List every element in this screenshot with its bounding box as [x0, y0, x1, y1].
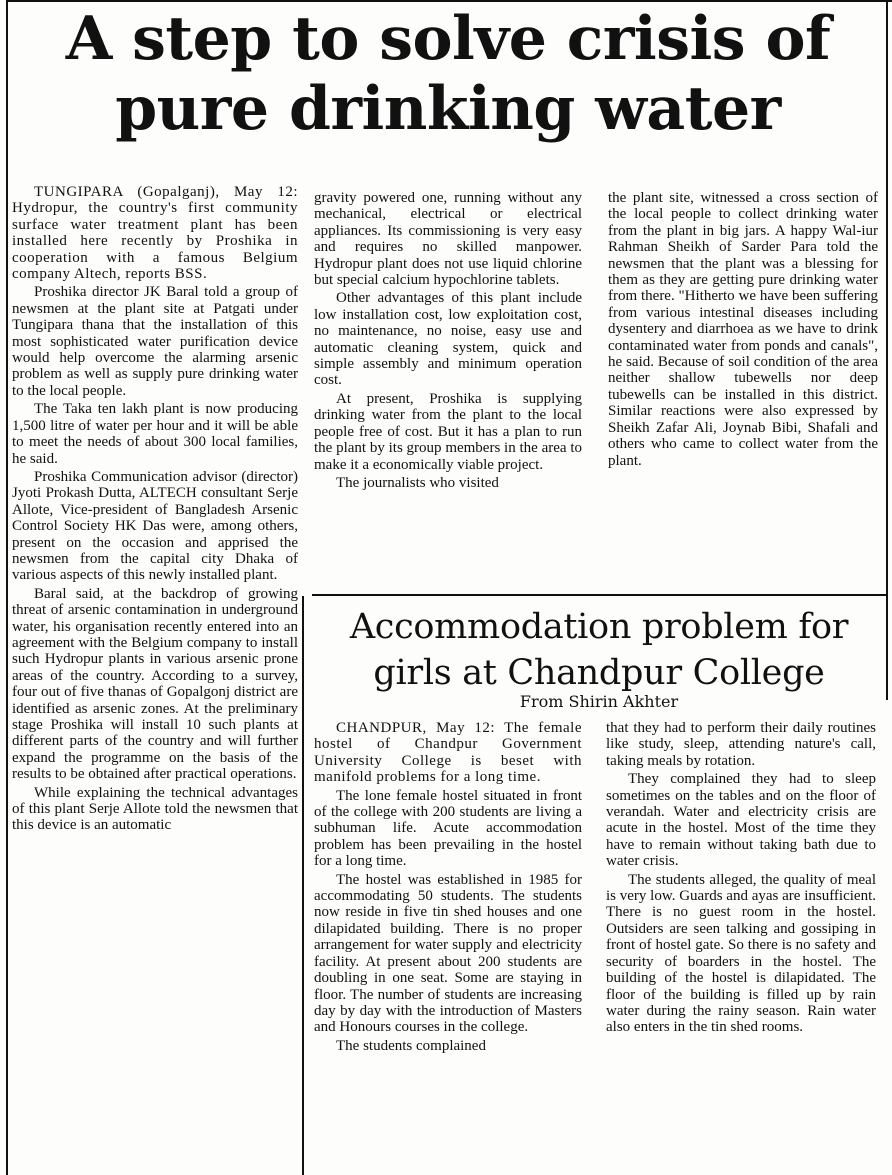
article2-column-1: [314, 720, 582, 1170]
article-headline: A step to solve crisis of pure drinking water: [65, 4, 831, 144]
paragraph: The students complained: [336, 1037, 486, 1054]
article-headline-2: Accommodation problem for girls at Chandpur College: [349, 607, 849, 693]
paragraph: TUNGIPARA (Gopalganj), May 12: Hydropur, the country's first community surface water treatment plant has been installed here recently by Proshika in cooperation with a famous Belgium company Altech, reports BSS.: [12, 184, 298, 283]
paragraph: that they had to perform their daily routines like study, sleep, attending nature's call, taking meals by rotation.: [606, 720, 876, 769]
column-divider: [302, 596, 304, 1175]
paragraph: Proshika director JK Baral told a group of newsmen at the plant site at Patgati under Tungipara thana that the installation of this most sophisticated water purification device would help overcome the alarming arsenic problem as well as supply pure drinking water to the local people.: [12, 284, 298, 399]
paragraph: At present, Proshika is supplying drinking water from the plant to the local people free of cost. But it has a plan to run the plant by its group members in the area to make it a economically viable project.: [314, 390, 582, 473]
section-divider: [312, 594, 888, 596]
paragraph: Other advantages of this plant include low installation cost, low exploitation cost, no maintenance, no noise, easy use and automatic cleaning system, quick and simple assembly and minimum operation cost.: [314, 290, 582, 389]
article2-column-2: [606, 720, 876, 1170]
paragraph: CHANDPUR, May 12: The female hostel of Chandpur Government University College is beset with manifold problems for a long time.: [314, 720, 582, 786]
article-column-3: [608, 190, 878, 580]
paragraph: The students alleged, the quality of meal is very low. Guards and ayas are insufficient. There is no guest room in the hostel. Outsiders are seen talking and gossiping in front of hostel gate. So there is no safety and security of boarders in the hostel. The building of the hostel is dilapidated. The floor of the building is filled up by rain water during the rainy season. Rain water also enters in the tin shed rooms.: [606, 871, 876, 1036]
paragraph: Baral said, at the backdrop of growing threat of arsenic contamination in underground water, his organisation recently entered into an agreement with the Belgium company to install such Hydropur plants in various arsenic prone areas of the country. According to a survey, four out of five thanas of Gopalgonj district are identified as arsenic zones. At the preliminary stage Proshika will install 10 such plants at different parts of the country and will further expand the programme on the basis of the results to be obtained after practical operations.: [12, 585, 298, 783]
paragraph: They complained they had to sleep sometimes on the tables and on the floor of verandah. Water and electricity crisis are acute in the hostel. Most of the time they have to remain without taking bath due to water crisis.: [606, 771, 876, 870]
article-column-2: [314, 190, 582, 580]
paragraph: The journalists who visited: [336, 474, 499, 491]
border-left: [6, 0, 8, 1175]
paragraph: The Taka ten lakh plant is now producing 1,500 litre of water per hour and it will be able to meet the needs of about 300 local families, he said.: [12, 401, 298, 467]
byline: From Shirin Akhter: [519, 692, 679, 711]
border-top: [6, 0, 892, 2]
paragraph: gravity powered one, running without any mechanical, electrical or electrical appliances. Its commissioning is very easy and requires no skilled manpower. Hydropur plant does not use liquid chlorine but special calcium hypochlorine tablets.: [314, 190, 582, 289]
paragraph: While explaining the technical advantages of this plant Serje Allote told the newsmen that this device is an automatic: [12, 784, 298, 834]
paragraph: The hostel was established in 1985 for accommodating 50 students. The students now reside in five tin shed houses and one dilapidated building. There is no proper arrangement for water supply and electricity facility. At present about 200 students are doubling in one seat. Some are staying in floor. The number of students are increasing day by day with the introduction of Masters and Honours courses in the college.: [314, 871, 582, 1036]
paragraph: The lone female hostel situated in front of the college with 200 students are living a subhuman life. Acute accommodation problem has been prevailing in the hostel for a long time.: [314, 787, 582, 870]
paragraph: the plant site, witnessed a cross section of the local people to collect drinking water from the plant in big jars. A happy Wal-iur Rahman Sheikh of Sarder Para told the newsmen that the plant was a blessing for them as they are getting pure drinking water from there. "Hitherto we have been suffering from various intestinal diseases including dysentery and diarrhoea as we have to drink contaminated water from ponds and canals", he said. Because of soil condition of the area neither shallow tubewells nor deep tubewells can be installed in this district. Similar reactions were also expressed by Sheikh Zafar Ali, Joynab Bibi, Shafali and others who came to collect water from the plant.: [608, 190, 878, 469]
article-column-1: [12, 184, 298, 1170]
paragraph: Proshika Communication advisor (director) Jyoti Prokash Dutta, ALTECH consultant Serje Allote, Vice-president of Bangladesh Arsenic Control Society HK Das were, among others, present on the occasion and apprised the newsmen from the capital city Dhaka of various aspects of this newly installed plant.: [12, 468, 298, 584]
